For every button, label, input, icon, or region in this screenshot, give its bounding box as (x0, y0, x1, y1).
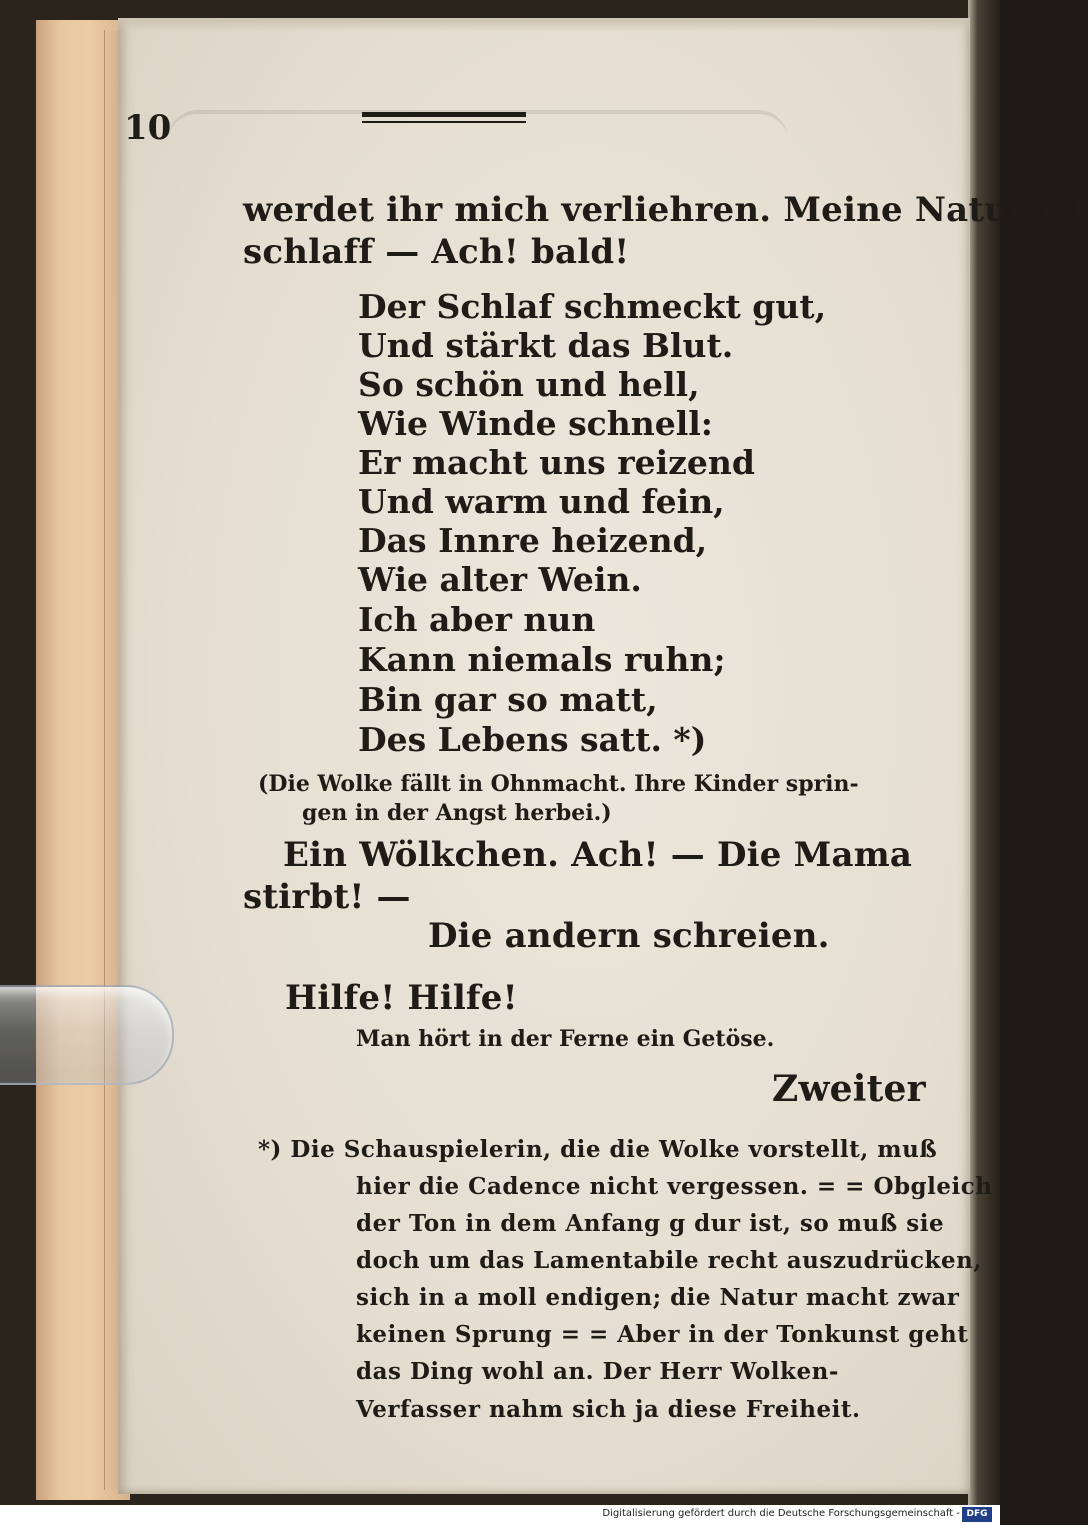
footnote-line: Verfasser nahm sich ja diese Freiheit. (356, 1396, 861, 1423)
text-line: schlaff — Ach! bald! (243, 232, 630, 272)
verse-line: Das Innre heizend, (358, 521, 708, 560)
verse-line: Wie Winde schnell: (358, 404, 713, 443)
footnote-line: doch um das Lamentabile recht auszudrücken, (356, 1247, 982, 1274)
digitization-credit: Digitalisierung gefördert durch die Deutsche Forschungsgemeinschaft - (602, 1508, 960, 1519)
footnote-line: das Ding wohl an. Der Herr Wolken- (356, 1358, 839, 1385)
text-line: werdet ihr mich verliehren. Meine Natur ist (243, 190, 1088, 230)
speech-line: Hilfe! Hilfe! (285, 978, 518, 1018)
footnote-line: der Ton in dem Anfang g dur ist, so muß sie (356, 1210, 945, 1237)
header-rule-thin (362, 121, 526, 123)
stage-direction: gen in der Angst herbei.) (302, 800, 612, 826)
page-number: 10 (124, 108, 172, 148)
verse-line: Und stärkt das Blut. (358, 326, 734, 365)
verse-line: So schön und hell, (358, 365, 700, 404)
footnote-line: hier die Cadence nicht vergessen. = = Obgleich (356, 1173, 993, 1200)
verse-line: Bin gar so matt, (358, 680, 658, 719)
dfg-logo: DFG (962, 1507, 992, 1522)
stage-direction: Die andern schreien. (428, 916, 830, 956)
verse-line: Er macht uns reizend (358, 443, 755, 482)
footnote-line: keinen Sprung = = Aber in der Tonkunst geht (356, 1321, 969, 1348)
page-top-shadow (118, 18, 970, 32)
footnote-line: *) Die Schauspielerin, die die Wolke vorstellt, muß (258, 1136, 938, 1163)
header-rule (362, 112, 526, 117)
stage-direction: (Die Wolke fällt in Ohnmacht. Ihre Kinder sprin- (258, 771, 859, 797)
verse-line: Des Lebens satt. *) (358, 720, 707, 759)
footnote-line: sich in a moll endigen; die Natur macht zwar (356, 1284, 960, 1311)
verse-line: Kann niemals ruhn; (358, 640, 726, 679)
verse-line: Und warm und fein, (358, 482, 725, 521)
verse-line: Der Schlaf schmeckt gut, (358, 287, 827, 326)
verse-line: Wie alter Wein. (358, 560, 642, 599)
bleed-through-ornament (168, 110, 788, 174)
catchword: Zweiter (772, 1068, 926, 1110)
speech-line: stirbt! — (243, 877, 411, 917)
speech-line: Ein Wölkchen. Ach! — Die Mama (283, 835, 913, 875)
verse-line: Ich aber nun (358, 600, 596, 639)
stage-direction: Man hört in der Ferne ein Getöse. (356, 1026, 775, 1052)
scanner-clamp (0, 985, 174, 1085)
